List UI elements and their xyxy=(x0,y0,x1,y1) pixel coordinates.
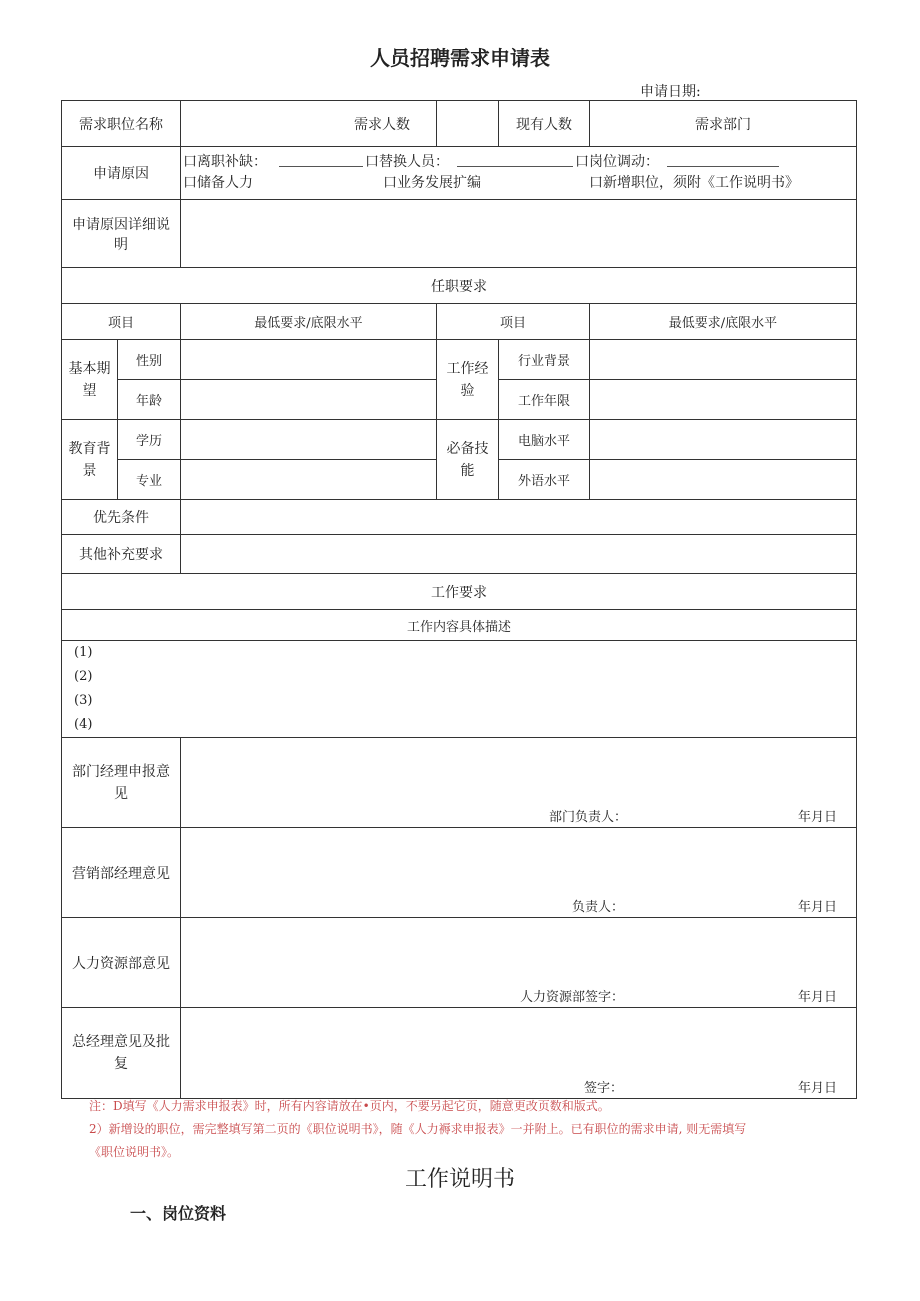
major-input[interactable] xyxy=(181,460,437,500)
demand-count-input[interactable] xyxy=(437,101,499,147)
demand-count-label: 需求人数 xyxy=(354,116,410,133)
other-label: 其他补充要求 xyxy=(62,535,181,574)
note-2: 2）新增设的职位，需完整填写第二页的《职位说明书》，随《人力褥求申报表》一并附上。已有职位的需求申请, 则无需填写 xyxy=(89,1122,747,1136)
gm-sign-label: 签字： xyxy=(584,1081,624,1096)
major-label: 专业 xyxy=(118,460,181,500)
other-input[interactable] xyxy=(181,535,857,574)
date-label: 年月日 xyxy=(798,810,838,825)
education-label: 教育背景 xyxy=(62,420,118,500)
dept-manager-opinion-input[interactable] xyxy=(181,738,857,828)
checkbox-reserve[interactable]: 口储备人力 xyxy=(183,175,253,191)
transfer-blank[interactable] xyxy=(667,152,779,167)
apply-date-label: 申请日期: xyxy=(640,84,701,100)
note-3: 《职位说明书》。 xyxy=(89,1145,180,1159)
requirements-header: 任职要求 xyxy=(62,268,857,304)
demand-count-cell[interactable] xyxy=(181,101,437,147)
replace-blank[interactable] xyxy=(457,152,573,167)
work-desc-item: (3) xyxy=(74,693,93,708)
date-label: 年月日 xyxy=(798,900,838,915)
work-desc-item: (4) xyxy=(74,717,93,732)
industry-label: 行业背景 xyxy=(499,340,590,380)
date-label: 年月日 xyxy=(798,990,838,1005)
priority-label: 优先条件 xyxy=(62,500,181,535)
resign-blank[interactable] xyxy=(279,152,363,167)
col-min-header: 最低要求/底限水平 xyxy=(181,304,437,340)
hr-sign-label: 人力资源部签字： xyxy=(520,990,625,1005)
person-sign-label: 负责人： xyxy=(572,900,625,915)
work-header: 工作要求 xyxy=(62,574,857,610)
gm-opinion-input[interactable] xyxy=(181,1008,857,1099)
basic-expectation-label: 基本期望 xyxy=(62,340,118,420)
work-desc-header: 工作内容具体描述 xyxy=(62,610,857,641)
years-label: 工作年限 xyxy=(499,380,590,420)
dept-manager-opinion-label: 部门经理申报意见 xyxy=(62,738,181,828)
hr-opinion-label: 人力资源部意见 xyxy=(62,918,181,1008)
language-input[interactable] xyxy=(590,460,857,500)
checkbox-new-position[interactable]: 口新增职位，须附《工作说明书》 xyxy=(589,175,799,191)
work-desc-item: (1) xyxy=(74,645,93,660)
section-heading: 一、岗位资料 xyxy=(130,1204,227,1223)
checkbox-replace[interactable]: 口替换人员： xyxy=(365,154,449,170)
work-desc-item: (2) xyxy=(74,669,93,684)
gender-label: 性别 xyxy=(118,340,181,380)
gm-opinion-label: 总经理意见及批复 xyxy=(62,1008,181,1099)
age-label: 年龄 xyxy=(118,380,181,420)
checkbox-resign[interactable]: 口离职补缺： xyxy=(183,154,267,170)
years-input[interactable] xyxy=(590,380,857,420)
degree-input[interactable] xyxy=(181,420,437,460)
demand-dept-label: 需求部门 xyxy=(590,101,857,147)
language-label: 外语水平 xyxy=(499,460,590,500)
checkbox-expand[interactable]: 口业务发展扩编 xyxy=(383,175,481,191)
degree-label: 学历 xyxy=(118,420,181,460)
reason-options xyxy=(181,147,857,200)
job-description-title: 工作说明书 xyxy=(404,1167,515,1192)
recruitment-form-table xyxy=(61,100,857,1099)
computer-label: 电脑水平 xyxy=(499,420,590,460)
reason-detail-label: 申请原因详细说明 xyxy=(62,200,181,268)
skills-label: 必备技能 xyxy=(437,420,499,500)
current-count-label: 现有人数 xyxy=(499,101,590,147)
reason-label: 申请原因 xyxy=(62,147,181,200)
work-experience-label: 工作经验 xyxy=(437,340,499,420)
work-desc-list[interactable] xyxy=(62,641,857,738)
dept-head-sign-label: 部门负责人： xyxy=(549,810,628,825)
position-name-label: 需求职位名称 xyxy=(62,101,181,147)
checkbox-transfer[interactable]: 口岗位调动： xyxy=(575,154,659,170)
date-label: 年月日 xyxy=(798,1081,838,1096)
reason-detail-input[interactable] xyxy=(181,200,857,268)
col-item-header: 项目 xyxy=(62,304,181,340)
col-item2-header: 项目 xyxy=(437,304,590,340)
form-title: 人员招聘需求申请表 xyxy=(370,46,550,70)
gender-input[interactable] xyxy=(181,340,437,380)
sales-manager-opinion-input[interactable] xyxy=(181,828,857,918)
priority-input[interactable] xyxy=(181,500,857,535)
computer-input[interactable] xyxy=(590,420,857,460)
note-1: 注：D填写《人力需求申报表》时，所有内容请放在•页内，不要另起它页，随意更改页数和版式。 xyxy=(89,1099,610,1113)
col-min2-header: 最低要求/底限水平 xyxy=(590,304,857,340)
hr-opinion-input[interactable] xyxy=(181,918,857,1008)
sales-manager-opinion-label: 营销部经理意见 xyxy=(62,828,181,918)
industry-input[interactable] xyxy=(590,340,857,380)
age-input[interactable] xyxy=(181,380,437,420)
